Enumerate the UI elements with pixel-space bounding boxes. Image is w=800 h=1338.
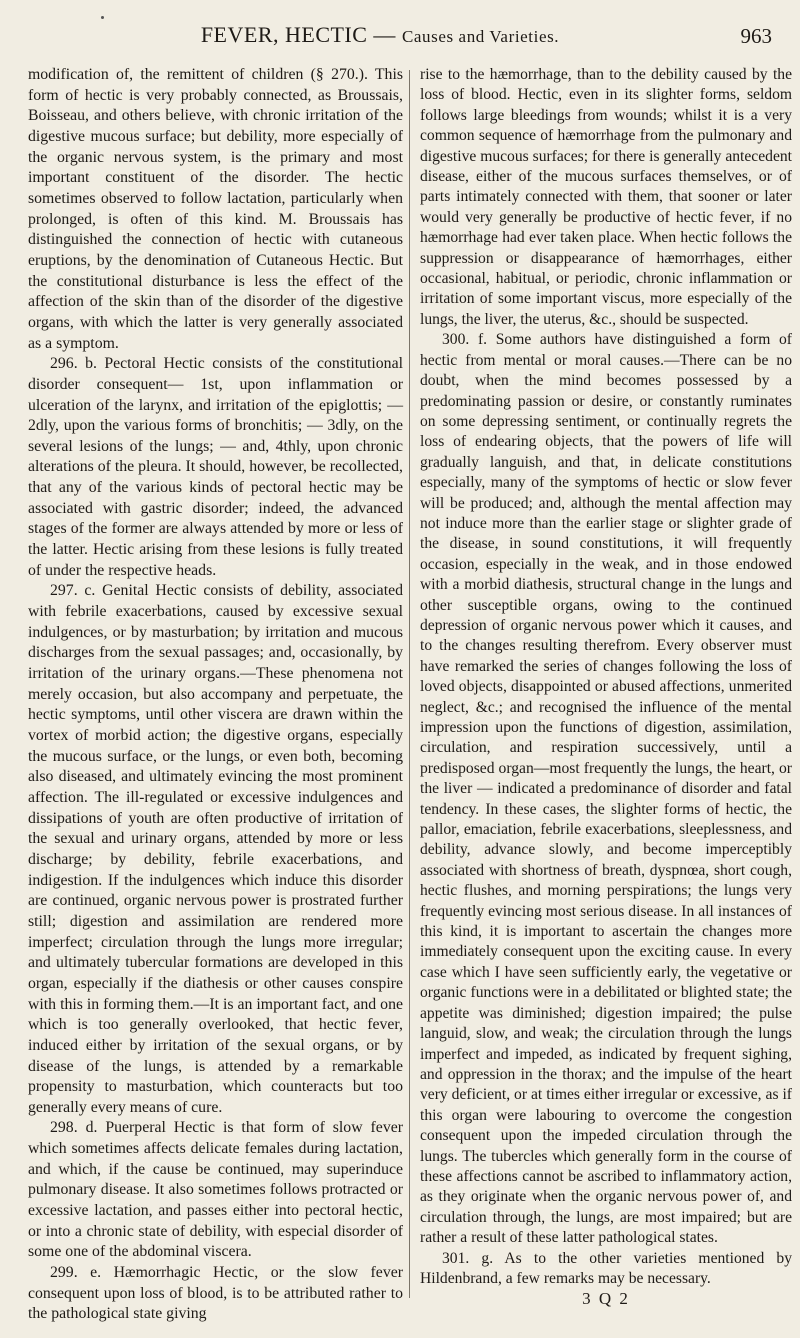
paragraph: 298. d. Puerperal Hectic is that form of slow fever which sometimes affects delicate females during lactation, and which, if the cause be continued, may superinduce pulmonary disease. It also sometimes follows protracted or excessive lactation, and passes either into pectoral hectic, or into a chronic state of debility, with especial disorder of some one of the abdominal viscera. (28, 1119, 403, 1261)
print-speck (101, 16, 104, 19)
left-column (28, 65, 403, 1325)
running-title-subtitle: Causes and Varieties. (401, 27, 560, 46)
running-title (28, 22, 732, 48)
right-column (420, 65, 792, 1310)
paragraph: 297. c. Genital Hectic consists of debility, associated with febrile exacerbations, caused by excessive sexual indulgences, or by masturbation; by irritation and mucous discharges from the sexual passages; and, occasionally, by irritation of the urinary organs.—These phenomena not merely occasion, but also accompany and perpetuate, the hectic symptoms, until other viscera are drawn within the vortex of morbid action; the digestive organs, especially the mucous surface, or the lungs, or even both, becoming also diseased, and ultimately evincing the most prominent affection. The ill-regulated or excessive indulgences and dissipations of youth are often productive of irritation of the sexual and urinary organs, attended by more or less discharge; by debility, febrile exacerbations, and indigestion. If the indulgences which induce this disorder are continued, organic nervous power is prostrated further still; digestion and assimilation are rendered more imperfect; circulation through the lungs more irregular; and ultimately tubercular formations are developed in this organ, especially if the diathesis or other causes conspire with this in forming them.—It is an important fact, and one which is too generally overlooked, that hectic fever, induced either by irritation of the sexual organs, or by disease of the lungs, is attended by a remarkable propensity to masturbation, which counteracts but too generally every means of cure. (28, 582, 403, 1116)
paragraph: 296. b. Pectoral Hectic consists of the constitutional disorder consequent— 1st, upon inflammation or ulceration of the larynx, and irritation of the epiglottis; — 2dly, upon the various forms of bronchitis; — 3dly, on the several lesions of the lungs; — and, 4thly, upon chronic alterations of the pleura. It should, however, be recollected, that any of the various kinds of pectoral hectic may be associated with gastric disorder; indeed, the advanced stages of the former are always attended by more or less of the latter. Hectic arising from these lesions is fully treated of under the respective heads. (28, 355, 403, 579)
running-title-main: FEVER, HECTIC — (200, 22, 402, 47)
running-head (28, 22, 772, 58)
paragraph: 301. g. As to the other varieties mentioned by Hildenbrand, a few remarks may be necessary. (420, 1249, 792, 1287)
column-divider (409, 70, 410, 1298)
page-number: 963 (740, 24, 772, 48)
paragraph: rise to the hæmorrhage, than to the debility caused by the loss of blood. Hectic, even in its slighter forms, seldom follows large bleedings from wounds; whilst it is a very common sequence of hæmorrhage from the pulmonary and digestive mucous surfaces; for there is generally antecedent disease, either of the mucous surfaces themselves, or of parts intimately connected with them, that sooner or later would very generally be productive of hectic fever, if no hæmorrhage had ever taken place. When hectic follows the suppression or disappearance of hæmorrhages, either occasional, habitual, or periodic, chronic inflammation or irritation of some important viscus, more especially of the lungs, the liver, the uterus, &c., should be suspected. (420, 66, 792, 328)
paragraph: 299. e. Hæmorrhagic Hectic, or the slow fever consequent upon loss of blood, is to be attributed rather to the pathological state giving (28, 1264, 403, 1323)
signature-mark: 3 Q 2 (582, 1289, 630, 1309)
paragraph: modification of, the remittent of children (§ 270.). This form of hectic is very probably connected, as Broussais, Boisseau, and others believe, with chronic irritation of the digestive mucous surface; but debility, more especially of the organic nervous system, is the primary and most important constituent of the disorder. The hectic sometimes observed to follow lactation, particularly when prolonged, is often of this kind. M. Broussais has distinguished the connection of hectic with cutaneous eruptions, by the denomination of Cutaneous Hectic. But the constitutional disturbance is less the effect of the affection of the skin than of the disorder of the digestive organs, with which the latter is very generally associated as a symptom. (28, 66, 403, 352)
paragraph: 300. f. Some authors have distinguished a form of hectic from mental or moral causes.—There can be no doubt, when the mind becomes possessed by a predominating passion or desire, or constantly ruminates on some depressing sentiment, or continually regrets the loss of endearing objects, that the powers of life will gradually languish, and that, in delicate constitutions especially, many of the symptoms of hectic or slow fever will be produced; and, although the mental affection may not induce more than the earlier stage or slighter grade of the disease, in sound constitutions, it will frequently occasion, especially in the weak, and in those endowed with a morbid diathesis, structural change in the lungs and other susceptible organs, owing to the continued depression of organic nervous power which it causes, and to the changes resulting therefrom. Every observer must have remarked the series of changes following the loss of loved objects, disappointed or abused affections, unmerited neglect, &c.; and recognised the influence of the mental impression upon the functions of digestion, assimilation, circulation, and respiration successively, until a predisposed organ—most frequently the lungs, the heart, or the liver — indicated a predominance of disorder and fatal tendency. In these cases, the slighter forms of hectic, the pallor, emaciation, febrile exacerbations, sleeplessness, and debility, advance slowly, and become imperceptibly associated with shortness of breath, dyspnœa, short cough, hectic flushes, and morning perspirations; the lungs very frequently evincing most serious disease. In all instances of this kind, it is important to ascertain the changes more immediately consequent upon the exciting cause. In every case which I have seen sufficiently early, the vegetative or organic functions were in a debilitated or blighted state; the appetite was diminished; digestion impaired; the pulse languid, slow, and weak; the circulation through the lungs imperfect and impeded, as indicated by frequent sighing, and oppression in the thorax; and the impulse of the heart very deficient, or at times either irregular or excessive, as if this organ were labouring to overcome the congestion consequent upon the impeded circulation through the lungs. The tubercles which generally form in the course of these affections cannot be ascribed to inflammatory action, as they originate when the organic nervous power of, and circulation through, the lungs, are most impaired; but are rather a result of these latter pathological states. (420, 331, 792, 1247)
